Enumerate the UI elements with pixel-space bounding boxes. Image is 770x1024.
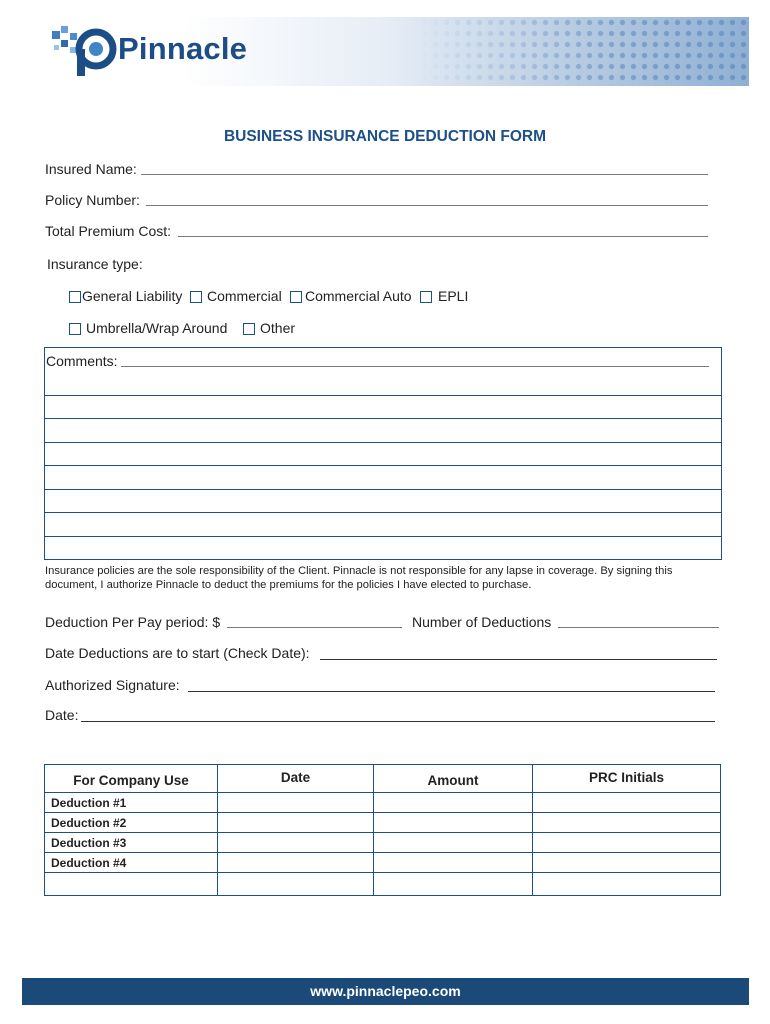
start-date-field[interactable] [320, 659, 717, 660]
deduction-3-initials-cell[interactable] [533, 833, 721, 853]
table-row [45, 793, 721, 813]
table-row [45, 833, 721, 853]
number-of-deductions-field[interactable] [558, 627, 719, 628]
deduction-2-label: Deduction #2 [45, 813, 218, 833]
total-premium-field[interactable] [178, 236, 708, 237]
table-row [45, 813, 721, 833]
comments-row-divider [45, 489, 721, 490]
pinnacle-logo-icon [50, 23, 120, 79]
table-header-row [45, 765, 721, 793]
deduction-2-amount-cell[interactable] [374, 813, 533, 833]
date-field[interactable] [81, 721, 715, 722]
deduction-1-date-cell[interactable] [218, 793, 374, 813]
insured-name-field[interactable] [141, 174, 708, 175]
comments-row-divider [45, 536, 721, 537]
deduction-1-label: Deduction #1 [45, 793, 218, 813]
logo-wordmark: Pinnacle [118, 31, 248, 66]
deduction-per-pay-field[interactable] [227, 627, 402, 628]
insurance-type-label: Insurance type: [47, 256, 143, 272]
comments-row-divider [45, 442, 721, 443]
footer-url[interactable]: www.pinnaclepeo.com [22, 978, 749, 1005]
commercial-label: Commercial [207, 288, 282, 304]
deduction-2-initials-cell[interactable] [533, 813, 721, 833]
banner-dot-pattern [419, 17, 749, 86]
form-title: BUSINESS INSURANCE DEDUCTION FORM [223, 128, 547, 145]
umbrella-label: Umbrella/Wrap Around [86, 320, 228, 336]
comments-row-divider [45, 465, 721, 466]
deduction-1-amount-cell[interactable] [374, 793, 533, 813]
other-checkbox[interactable] [243, 323, 255, 335]
extra-row-date-cell[interactable] [218, 873, 374, 896]
commercial-auto-checkbox[interactable] [290, 291, 302, 303]
policy-number-label: Policy Number: [45, 192, 140, 208]
authorized-signature-label: Authorized Signature: [45, 677, 180, 693]
insured-name-label: Insured Name: [45, 161, 137, 177]
header-banner [22, 17, 749, 86]
date-label: Date: [45, 707, 79, 723]
deduction-2-date-cell[interactable] [218, 813, 374, 833]
general-liability-checkbox[interactable] [69, 291, 81, 303]
epli-checkbox[interactable] [420, 291, 432, 303]
comments-row-divider [45, 395, 721, 396]
comments-row-divider [45, 512, 721, 513]
deduction-4-date-cell[interactable] [218, 853, 374, 873]
comments-row-divider [45, 418, 721, 419]
policy-number-field[interactable] [146, 205, 708, 206]
deduction-4-label: Deduction #4 [45, 853, 218, 873]
epli-label: EPLI [438, 288, 469, 304]
date-header: Date [218, 765, 374, 793]
total-premium-label: Total Premium Cost: [45, 223, 172, 239]
table-row [45, 853, 721, 873]
table-row [45, 873, 721, 896]
disclaimer-text: Insurance policies are the sole responsibility of the Client. Pinnacle is not responsible for any lapse in coverage. By signing this document, I authorize Pinnacle to deduct the premiums for the policies I have elected to purchase. [45, 565, 673, 591]
deduction-3-amount-cell[interactable] [374, 833, 533, 853]
deduction-4-initials-cell[interactable] [533, 853, 721, 873]
deduction-3-label: Deduction #3 [45, 833, 218, 853]
comments-first-line [121, 366, 709, 367]
umbrella-checkbox[interactable] [69, 323, 81, 335]
deduction-4-amount-cell[interactable] [374, 853, 533, 873]
other-label: Other [260, 320, 296, 336]
authorized-signature-field[interactable] [188, 691, 715, 692]
comments-box[interactable] [44, 347, 722, 560]
extra-row-initials-cell[interactable] [533, 873, 721, 896]
general-liability-label: General Liability [82, 288, 183, 304]
for-company-use-header: For Company Use [45, 765, 218, 793]
extra-row-amount-cell[interactable] [374, 873, 533, 896]
commercial-auto-label: Commercial Auto [305, 288, 412, 304]
commercial-checkbox[interactable] [190, 291, 202, 303]
deduction-1-initials-cell[interactable] [533, 793, 721, 813]
start-date-label: Date Deductions are to start (Check Date): [45, 645, 310, 661]
number-of-deductions-label: Number of Deductions [412, 614, 552, 630]
prc-initials-header: PRC Initials [533, 765, 721, 793]
deduction-per-pay-label: Deduction Per Pay period: $ [45, 614, 221, 630]
amount-header: Amount [374, 765, 533, 793]
company-use-table [44, 764, 721, 896]
comments-label: Comments: [46, 353, 118, 369]
extra-row-label [45, 873, 218, 896]
deduction-3-date-cell[interactable] [218, 833, 374, 853]
